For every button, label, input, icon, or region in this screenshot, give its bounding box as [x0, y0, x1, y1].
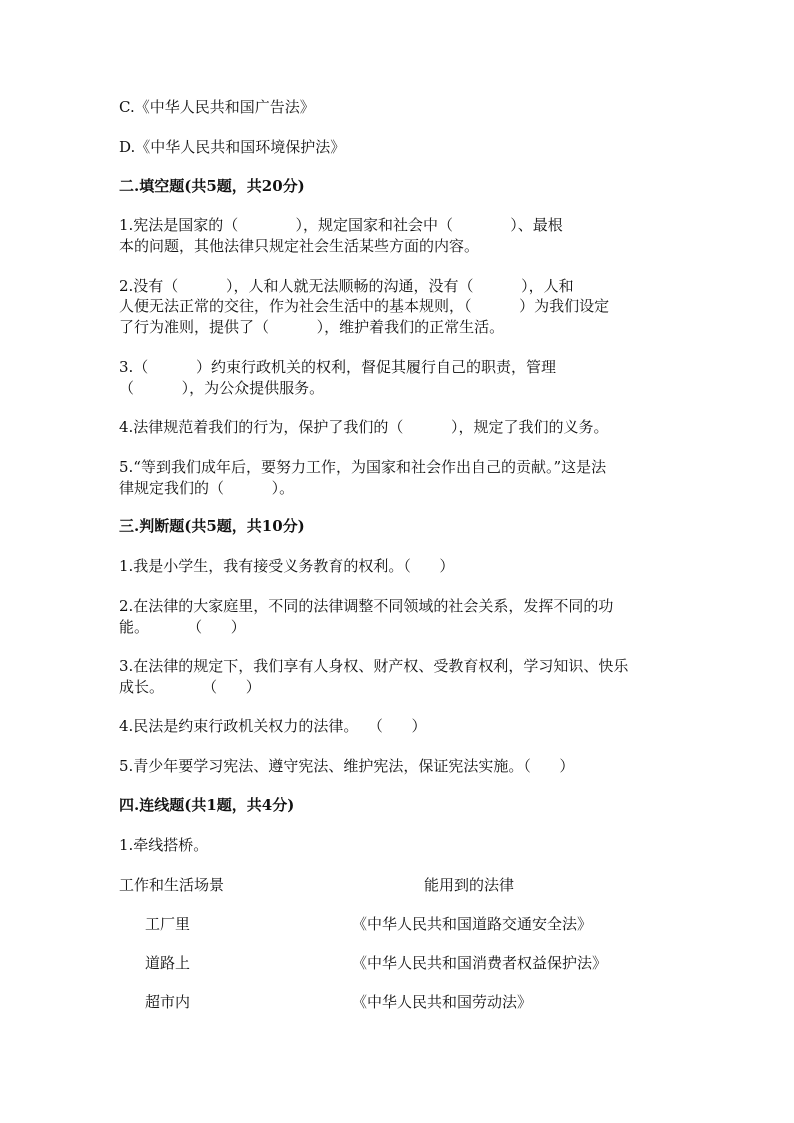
option-d: D.《中华人民共和国环境保护法》 — [119, 138, 346, 156]
fill-q1-line1: 1.宪法是国家的（ ），规定国家和社会中（ ）、最根 — [119, 216, 563, 234]
judge-q1-line1: 1.我是小学生，我有接受义务教育的权利。（ ） — [119, 557, 455, 575]
section-title-fill-blank: 二.填空题(共5题，共20分) — [119, 177, 305, 195]
matching-right-header: 能用到的法律 — [424, 876, 515, 894]
matching-scene-item: 超市内 — [145, 993, 191, 1011]
matching-scene-item: 工厂里 — [145, 915, 191, 933]
matching-law-item: 《中华人民共和国劳动法》 — [352, 993, 533, 1011]
option-c: C.《中华人民共和国广告法》 — [119, 98, 315, 116]
fill-q3-line1: 3.（ ）约束行政机关的权利，督促其履行自己的职责，管理 — [119, 358, 556, 376]
fill-q4-line1: 4.法律规范着我们的行为，保护了我们的（ ），规定了我们的义务。 — [119, 418, 609, 436]
section-title-true-false: 三.判断题(共5题，共10分) — [119, 517, 305, 535]
judge-q2-line2: 能。 （ ） — [119, 618, 246, 636]
fill-q2-line3: 了行为准则，提供了（ ），维护着我们的正常生活。 — [119, 318, 505, 336]
matching-law-item: 《中华人民共和国消费者权益保护法》 — [352, 954, 608, 972]
matching-left-header: 工作和生活场景 — [119, 876, 225, 894]
section-title-matching: 四.连线题(共1题，共4分) — [119, 796, 295, 814]
judge-q2-line1: 2.在法律的大家庭里，不同的法律调整不同领域的社会关系，发挥不同的功 — [119, 597, 614, 615]
matching-law-item: 《中华人民共和国道路交通安全法》 — [352, 915, 593, 933]
fill-q2-line1: 2.没有（ ），人和人就无法顺畅的沟通，没有（ ），人和 — [119, 277, 574, 295]
judge-q4-line1: 4.民法是约束行政机关权力的法律。 （ ） — [119, 717, 427, 735]
matching-scene-item: 道路上 — [145, 954, 191, 972]
fill-q3-line2: （ ），为公众提供服务。 — [119, 379, 325, 397]
fill-q2-line2: 人便无法正常的交往，作为社会生活中的基本规则，（ ）为我们设定 — [119, 297, 610, 315]
matching-q1: 1.牵线搭桥。 — [119, 836, 209, 854]
judge-q5-line1: 5.青少年要学习宪法、遵守宪法、维护宪法，保证宪法实施。（ ） — [119, 757, 575, 775]
fill-q5-line1: 5.“等到我们成年后，要努力工作，为国家和社会作出自己的贡献。”这是法 — [119, 458, 607, 476]
judge-q3-line2: 成长。 （ ） — [119, 678, 261, 696]
fill-q1-line2: 本的问题，其他法律只规定社会生活某些方面的内容。 — [119, 237, 480, 255]
fill-q5-line2: 律规定我们的（ ）。 — [119, 479, 295, 497]
judge-q3-line1: 3.在法律的规定下，我们享有人身权、财产权、受教育权利，学习知识、快乐 — [119, 657, 629, 675]
